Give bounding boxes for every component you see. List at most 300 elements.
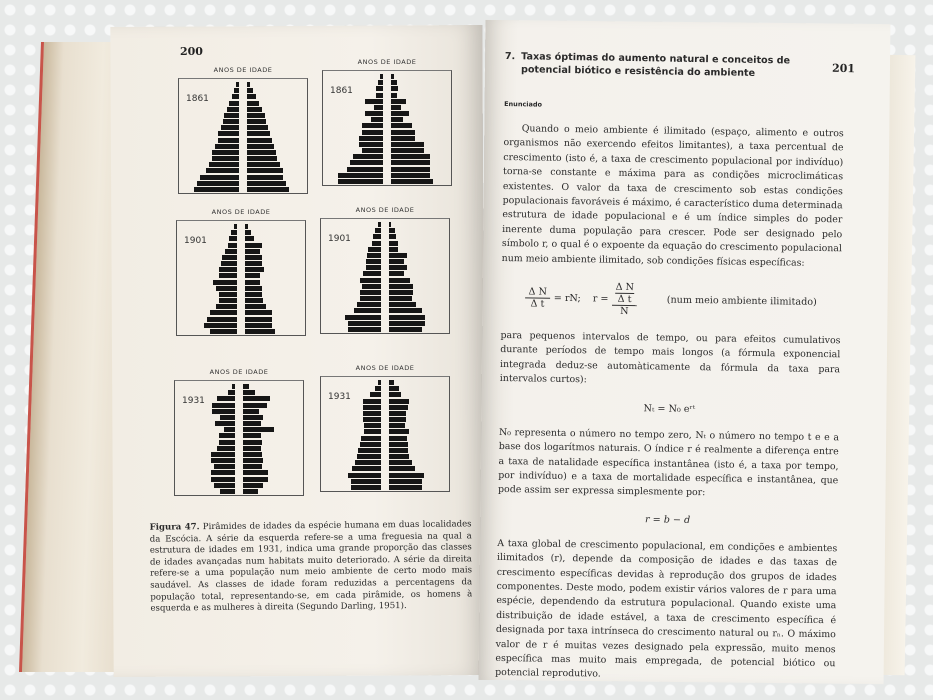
bar-men bbox=[351, 485, 381, 490]
age-row bbox=[174, 433, 304, 438]
age-row bbox=[176, 280, 306, 285]
age-row bbox=[320, 308, 450, 313]
age-row bbox=[176, 304, 306, 309]
age-row bbox=[320, 466, 450, 471]
age-row bbox=[174, 458, 304, 463]
bar-women bbox=[247, 125, 268, 130]
age-row bbox=[322, 167, 452, 172]
bar-men bbox=[216, 286, 237, 291]
bar-men bbox=[221, 261, 237, 266]
bar-women bbox=[391, 86, 398, 91]
bar-women bbox=[243, 440, 262, 445]
bar-men bbox=[359, 142, 383, 147]
bar-women bbox=[243, 470, 268, 475]
bar-men bbox=[359, 136, 383, 141]
bar-men bbox=[225, 249, 237, 254]
paragraph-3: N₀ representa o número no tempo zero, Nₜ o número no tempo t e e a base dos logarítmos naturais. O índice r é realmente a diferença entre a taxa de natalidade específica instantânea (isto é, a taxa por tempo, por indivíduo) e a taxa de mortalidade específica e instantânea, que pode assim ser expressa simplesmente por: bbox=[498, 426, 840, 499]
bar-men bbox=[380, 74, 383, 79]
age-row bbox=[320, 399, 450, 404]
bar-women bbox=[245, 286, 262, 291]
bar-men bbox=[236, 82, 239, 87]
age-row bbox=[320, 315, 450, 320]
bar-men bbox=[211, 477, 235, 482]
bar-women bbox=[247, 101, 259, 106]
age-row bbox=[176, 255, 306, 260]
age-row bbox=[176, 323, 306, 328]
bar-women bbox=[389, 327, 422, 332]
bar-women bbox=[247, 144, 274, 149]
bar-men bbox=[219, 440, 235, 445]
bar-men bbox=[350, 160, 383, 165]
bar-women bbox=[389, 466, 415, 471]
age-row bbox=[320, 392, 450, 397]
bar-women bbox=[389, 442, 408, 447]
bar-women bbox=[247, 107, 262, 112]
age-row bbox=[174, 446, 304, 451]
bar-women bbox=[247, 138, 272, 143]
bar-men bbox=[375, 228, 381, 233]
age-row bbox=[320, 278, 450, 283]
bar-women bbox=[389, 392, 401, 397]
bar-women bbox=[391, 99, 406, 104]
bar-women bbox=[389, 423, 405, 428]
bar-women bbox=[389, 284, 413, 289]
bar-men bbox=[231, 230, 237, 235]
page-number-left: 200 bbox=[180, 45, 203, 58]
bar-men bbox=[363, 417, 381, 422]
bar-men bbox=[358, 448, 381, 453]
bar-women bbox=[243, 489, 258, 494]
age-row bbox=[322, 105, 452, 110]
age-row bbox=[178, 156, 308, 161]
bar-women bbox=[391, 130, 415, 135]
formula-note: (num meio ambiente ilimitado) bbox=[666, 294, 817, 308]
bar-women bbox=[243, 477, 268, 482]
age-row bbox=[176, 267, 306, 272]
bar-women bbox=[389, 222, 391, 227]
bar-women bbox=[391, 148, 424, 153]
age-row bbox=[176, 286, 306, 291]
figure-label: Figura 47. bbox=[149, 522, 200, 533]
age-pyramid bbox=[320, 364, 450, 502]
age-pyramid bbox=[176, 208, 306, 346]
bar-men bbox=[363, 271, 381, 276]
age-row bbox=[322, 74, 452, 79]
pyramid-bars bbox=[320, 222, 450, 332]
bar-men bbox=[214, 483, 235, 488]
bar-men bbox=[363, 405, 381, 410]
bar-men bbox=[216, 304, 237, 309]
age-row bbox=[322, 80, 452, 85]
age-row bbox=[320, 479, 450, 484]
bar-men bbox=[378, 80, 383, 85]
age-pyramid bbox=[174, 368, 304, 506]
bar-women bbox=[243, 384, 249, 389]
bar-men bbox=[220, 489, 235, 494]
axis-title: ANOS DE IDADE bbox=[211, 208, 271, 216]
bar-women bbox=[245, 224, 248, 229]
bar-women bbox=[247, 156, 277, 161]
bar-women bbox=[247, 162, 280, 167]
age-row bbox=[174, 415, 304, 420]
age-row bbox=[176, 243, 306, 248]
axis-title: ANOS DE IDADE bbox=[213, 66, 273, 74]
bar-women bbox=[245, 267, 264, 272]
bar-men bbox=[364, 429, 381, 434]
age-row bbox=[320, 234, 450, 239]
bar-men bbox=[375, 386, 381, 391]
pyramid-bars bbox=[176, 224, 306, 334]
bar-women bbox=[389, 271, 404, 276]
age-row bbox=[320, 265, 450, 270]
age-row bbox=[322, 123, 452, 128]
age-row bbox=[178, 181, 308, 186]
bar-men bbox=[362, 148, 383, 153]
bar-men bbox=[353, 154, 383, 159]
bar-women bbox=[243, 403, 267, 408]
age-row bbox=[176, 317, 306, 322]
age-row bbox=[174, 421, 304, 426]
bar-men bbox=[217, 396, 235, 401]
age-row bbox=[320, 448, 450, 453]
bar-women bbox=[247, 131, 270, 136]
age-row bbox=[320, 405, 450, 410]
bar-men bbox=[219, 292, 237, 297]
bar-women bbox=[389, 448, 408, 453]
pyramid-bars bbox=[174, 384, 304, 494]
bar-men bbox=[228, 243, 237, 248]
pyramid-year: 1901 bbox=[184, 236, 207, 246]
bar-men bbox=[360, 296, 381, 301]
bar-women bbox=[389, 429, 409, 434]
bar-men bbox=[218, 131, 239, 136]
subheading: Enunciado bbox=[504, 99, 543, 109]
bar-men bbox=[215, 421, 235, 426]
age-row bbox=[320, 442, 450, 447]
bar-women bbox=[391, 167, 430, 172]
pyramid-bars bbox=[322, 74, 452, 184]
bar-men bbox=[217, 446, 235, 451]
age-row bbox=[178, 131, 308, 136]
bar-men bbox=[348, 473, 381, 478]
bar-men bbox=[229, 101, 239, 106]
age-row bbox=[176, 249, 306, 254]
age-row bbox=[322, 136, 452, 141]
bar-men bbox=[371, 117, 383, 122]
bar-women bbox=[245, 280, 260, 285]
bar-women bbox=[389, 247, 398, 252]
age-row bbox=[320, 423, 450, 428]
bar-women bbox=[245, 236, 254, 241]
bar-women bbox=[391, 93, 397, 98]
age-row bbox=[320, 228, 450, 233]
age-row bbox=[176, 236, 306, 241]
bar-women bbox=[247, 119, 266, 124]
bar-women bbox=[389, 454, 409, 459]
formula-r-label: r = bbox=[592, 293, 609, 305]
age-row bbox=[178, 101, 308, 106]
bar-men bbox=[355, 460, 381, 465]
bar-women bbox=[391, 111, 409, 116]
pyramid-year: 1861 bbox=[186, 94, 209, 104]
bar-men bbox=[210, 310, 237, 315]
bar-women bbox=[391, 123, 412, 128]
age-row bbox=[178, 144, 308, 149]
bar-women bbox=[245, 292, 262, 297]
bar-men bbox=[363, 399, 381, 404]
paragraph-2: para pequenos intervalos de tempo, ou para efeitos cumulativos durante períodos de tempo mais longos (a fórmula exponencial integrada deduz-se automàticamente da fórmula da taxa para intervalos curtos): bbox=[499, 330, 841, 386]
numerator: Δ N bbox=[525, 286, 550, 298]
bar-men bbox=[197, 181, 239, 186]
bar-men bbox=[214, 464, 235, 469]
bar-men bbox=[219, 433, 235, 438]
age-row bbox=[174, 440, 304, 445]
age-row bbox=[174, 470, 304, 475]
age-row bbox=[176, 261, 306, 266]
bar-men bbox=[378, 380, 381, 385]
bar-men bbox=[224, 427, 235, 432]
bar-men bbox=[362, 123, 383, 128]
bar-women bbox=[391, 154, 430, 159]
age-row bbox=[176, 310, 306, 315]
bar-men bbox=[345, 315, 381, 320]
bar-women bbox=[245, 249, 260, 254]
age-row bbox=[178, 82, 308, 87]
bar-women bbox=[389, 228, 395, 233]
age-row bbox=[320, 222, 450, 227]
age-pyramid bbox=[178, 66, 308, 204]
bar-men bbox=[209, 162, 239, 167]
denominator-n: N bbox=[620, 305, 629, 318]
age-row bbox=[174, 403, 304, 408]
bar-men bbox=[227, 107, 239, 112]
fraction-dn-dt bbox=[525, 286, 550, 309]
bar-men bbox=[212, 150, 239, 155]
age-row bbox=[178, 107, 308, 112]
age-row bbox=[174, 396, 304, 401]
bar-women bbox=[245, 230, 251, 235]
bar-men bbox=[362, 284, 381, 289]
paragraph-4: A taxa global de crescimento populacional, em condições e ambientes ilimitados (r), depende da composição de idades e das taxas de crescimento específicas devidas à reprodução dos grupos de idades componentes. Deste modo, podem existir vários valores de r para uma espécie, dependendo da estrutura populacional. Quando existe uma distribuição de idade estável, a taxa de crescimento específica é designada por taxa intrínseca do crescimento natural ou rₙ. O máximo valor de r é muitas vezes designado pela expressão, muito menos específica mas muito mais empregada, de potencial biótico ou potencial reprodutivo. bbox=[495, 537, 838, 680]
formula-r-b-d: r = b − d bbox=[644, 513, 691, 526]
pyramid-bars bbox=[178, 82, 308, 192]
bar-men bbox=[376, 93, 383, 98]
bar-men bbox=[229, 236, 237, 241]
bar-men bbox=[224, 113, 239, 118]
bar-men bbox=[232, 384, 235, 389]
bar-men bbox=[357, 302, 381, 307]
bar-women bbox=[389, 308, 422, 313]
bar-men bbox=[220, 415, 235, 420]
bar-men bbox=[367, 253, 381, 258]
bar-men bbox=[366, 259, 381, 264]
section-title: Taxas óptimas do aumento natural e conceitos de potencial biótico e resistência do ambiente bbox=[520, 51, 791, 79]
age-row bbox=[320, 485, 450, 490]
age-row bbox=[176, 273, 306, 278]
bar-women bbox=[245, 255, 262, 260]
age-row bbox=[174, 477, 304, 482]
age-row bbox=[174, 427, 304, 432]
age-row bbox=[320, 473, 450, 478]
bar-women bbox=[243, 458, 263, 463]
bar-women bbox=[245, 243, 262, 248]
bar-men bbox=[357, 454, 381, 459]
pyramid-year: 1861 bbox=[330, 86, 353, 96]
denominator: Δ t bbox=[530, 298, 545, 310]
bar-women bbox=[389, 302, 416, 307]
age-row bbox=[174, 390, 304, 395]
bar-women bbox=[389, 405, 408, 410]
bar-men bbox=[352, 466, 381, 471]
bar-men bbox=[376, 86, 383, 91]
bar-women bbox=[389, 411, 406, 416]
section-heading bbox=[505, 50, 845, 81]
age-row bbox=[322, 117, 452, 122]
bar-women bbox=[245, 317, 272, 322]
bar-women bbox=[247, 113, 265, 118]
axis-title: ANOS DE IDADE bbox=[357, 58, 417, 66]
bar-women bbox=[245, 323, 272, 328]
bar-women bbox=[391, 80, 397, 85]
age-row bbox=[178, 125, 308, 130]
bar-women bbox=[391, 105, 401, 110]
age-row bbox=[320, 302, 450, 307]
inner-denominator: Δ t bbox=[617, 293, 632, 306]
bar-women bbox=[391, 136, 415, 141]
bar-men bbox=[234, 88, 239, 93]
bar-men bbox=[212, 156, 239, 161]
age-row bbox=[176, 292, 306, 297]
age-row bbox=[178, 150, 308, 155]
bar-men bbox=[218, 138, 239, 143]
bar-women bbox=[243, 415, 263, 420]
bar-men bbox=[222, 255, 237, 260]
bar-women bbox=[247, 168, 283, 173]
bar-women bbox=[389, 278, 410, 283]
bar-men bbox=[360, 442, 381, 447]
age-row bbox=[322, 154, 452, 159]
bar-women bbox=[243, 421, 261, 426]
age-row bbox=[176, 224, 306, 229]
age-row bbox=[320, 460, 450, 465]
axis-title: ANOS DE IDADE bbox=[355, 206, 415, 214]
bar-men bbox=[234, 224, 237, 229]
age-row bbox=[178, 88, 308, 93]
bar-men bbox=[206, 168, 239, 173]
figure-caption-text: Pirâmides de idades da espécie humana em duas localidades da Escócia. A série da esquerda refere-se a uma freguesia na qual a estrutura de idades em 1931, indica uma grande proporção das classes de idades avançadas num habitats muito deteriorado. A série da direita refere-se a uma população num meio ambiente de certo modo mais saudável. As classes de idade foram reduzidas a percentagens da população total, representando-se, em cada pirâmide, os homens à esquerda e as mulheres à direita (Segundo Darling, 1951). bbox=[149, 519, 473, 614]
pyramid-bars bbox=[320, 380, 450, 490]
numerator-frac bbox=[612, 282, 637, 306]
bar-women bbox=[245, 298, 263, 303]
bar-men bbox=[212, 403, 235, 408]
age-pyramid bbox=[322, 58, 452, 196]
age-row bbox=[320, 436, 450, 441]
bar-women bbox=[391, 142, 424, 147]
bar-women bbox=[247, 88, 253, 93]
age-row bbox=[320, 411, 450, 416]
age-row bbox=[320, 417, 450, 422]
bar-men bbox=[363, 411, 381, 416]
age-row bbox=[320, 380, 450, 385]
age-row bbox=[320, 253, 450, 258]
formula-exponential: Nₜ = N₀ eʳᵗ bbox=[643, 402, 696, 415]
age-row bbox=[322, 86, 452, 91]
bar-men bbox=[368, 247, 381, 252]
bar-men bbox=[338, 173, 383, 178]
bar-men bbox=[362, 130, 383, 135]
paragraph-1: Quando o meio ambiente é ilimitado (espaço, alimento e outros organismos não exercendo efeitos limitantes), a taxa percentual de crescimento (isto é, a taxa de crescimento populacional por indivíduo) torna-se constante e máxima para as condições microclimáticas existentes. O valor da taxa de crescimento sob estas condições populacionais favoráveis é máximo, é característico duma determinada estrutura de idade populacional e é um índice simples do poder inerente duma população para crescer. Pode ser designado pelo símbolo r, o qual é o expoente da equação do crescimento populacional num meio ambiente ilimitado, sob condições físicas específicas: bbox=[501, 123, 844, 269]
bar-women bbox=[389, 386, 399, 391]
bar-men bbox=[221, 125, 239, 130]
bar-men bbox=[378, 222, 381, 227]
bar-women bbox=[247, 150, 276, 155]
age-row bbox=[178, 168, 308, 173]
age-row bbox=[174, 464, 304, 469]
bar-women bbox=[389, 321, 425, 326]
bar-men bbox=[228, 390, 235, 395]
section-number: 7. bbox=[504, 50, 516, 63]
age-row bbox=[322, 111, 452, 116]
age-row bbox=[178, 187, 308, 192]
axis-title: ANOS DE IDADE bbox=[355, 364, 415, 372]
age-row bbox=[178, 113, 308, 118]
bar-women bbox=[247, 94, 256, 99]
age-row bbox=[322, 142, 452, 147]
age-row bbox=[320, 290, 450, 295]
bar-men bbox=[365, 111, 383, 116]
age-row bbox=[322, 179, 452, 184]
age-row bbox=[174, 452, 304, 457]
bar-men bbox=[211, 458, 235, 463]
bar-women bbox=[247, 187, 289, 192]
age-row bbox=[178, 162, 308, 167]
page-number-right: 201 bbox=[831, 61, 856, 76]
bar-women bbox=[245, 273, 260, 278]
bar-women bbox=[389, 253, 407, 258]
bar-women bbox=[389, 473, 424, 478]
bar-women bbox=[243, 409, 259, 414]
age-row bbox=[322, 173, 452, 178]
bar-women bbox=[243, 396, 270, 401]
bar-women bbox=[247, 181, 286, 186]
age-row bbox=[322, 130, 452, 135]
right-page-text bbox=[495, 50, 845, 686]
bar-women bbox=[389, 315, 425, 320]
bar-women bbox=[389, 399, 409, 404]
bar-men bbox=[207, 317, 237, 322]
bar-women bbox=[245, 329, 275, 334]
bar-men bbox=[354, 308, 381, 313]
bar-men bbox=[204, 323, 237, 328]
bar-men bbox=[223, 119, 239, 124]
bar-women bbox=[391, 74, 394, 79]
pyramid-year: 1931 bbox=[182, 396, 205, 406]
axis-title: ANOS DE IDADE bbox=[209, 368, 269, 376]
age-row bbox=[320, 271, 450, 276]
figure-caption bbox=[150, 519, 473, 615]
bar-men bbox=[364, 423, 381, 428]
age-row bbox=[178, 94, 308, 99]
bar-women bbox=[243, 446, 261, 451]
bar-men bbox=[366, 265, 381, 270]
bar-women bbox=[389, 290, 413, 295]
bar-men bbox=[211, 470, 235, 475]
bar-women bbox=[243, 433, 261, 438]
bar-men bbox=[348, 321, 381, 326]
age-row bbox=[176, 230, 306, 235]
bar-men bbox=[374, 105, 383, 110]
age-row bbox=[320, 386, 450, 391]
